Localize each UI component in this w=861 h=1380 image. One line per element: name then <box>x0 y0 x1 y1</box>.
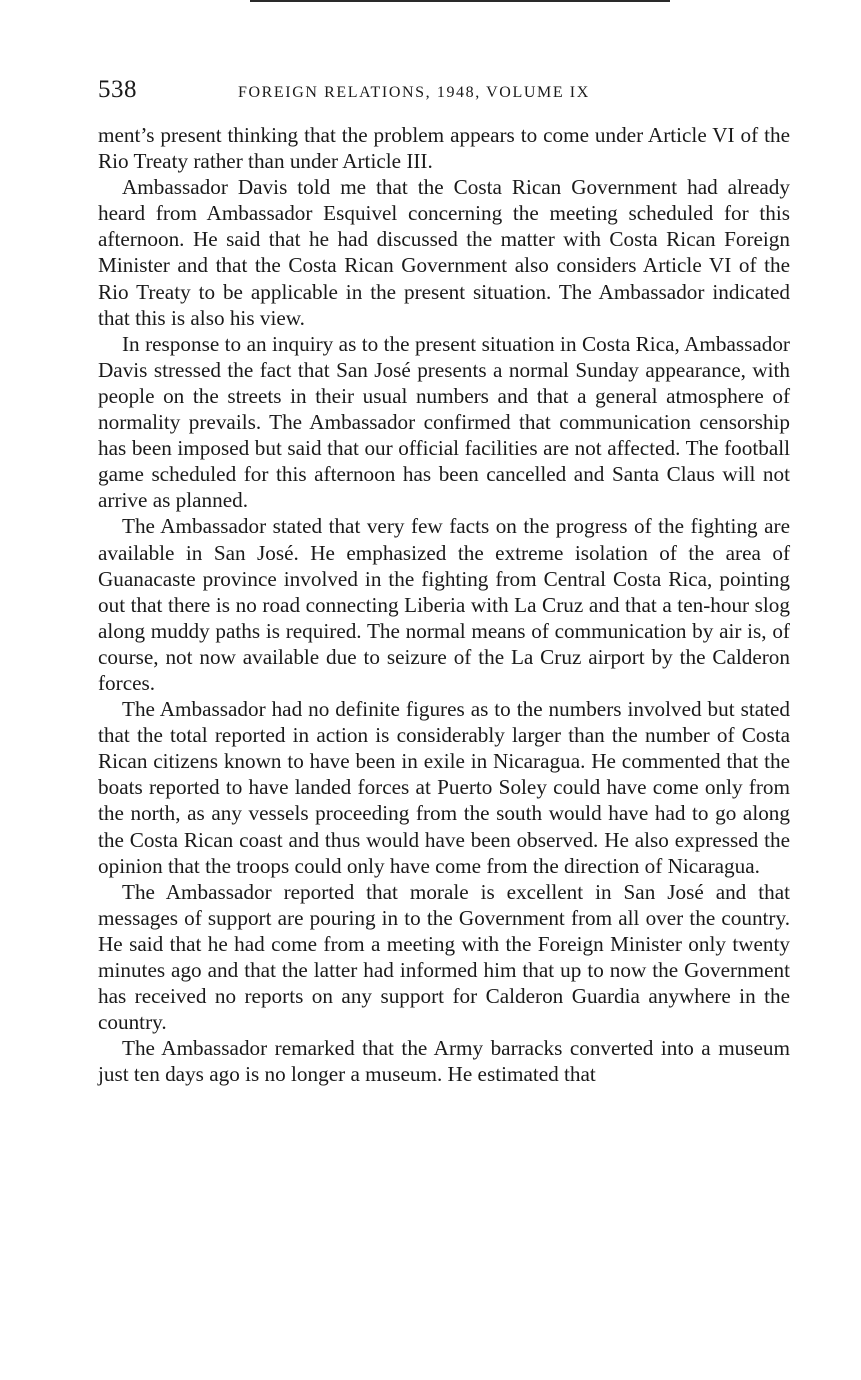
top-rule <box>250 0 670 2</box>
paragraph-fighting-isolation: The Ambassador stated that very few facts on the progress of the fighting are available in San José. He emphasized the extreme isolation of the area of Guanacaste province involved in the fighting from Central Costa Rica, pointing out that there is no road connecting Liberia with La Cruz and that a ten-hour slog along muddy paths is required. The normal means of communication by air is, of course, not now available due to seizure of the La Cruz airport by the Calderon forces. <box>98 514 790 695</box>
paragraph-situation-san-jose: In response to an inquiry as to the present situation in Costa Rica, Ambassador Davis stressed the fact that San José presents a normal Sunday appearance, with people on the streets in their usual numbers and that a general atmosphere of normality prevails. The Ambassador confirmed that communication censorship has been imposed but said that our official facilities are not affected. The football game scheduled for this afternoon has been cancelled and Santa Claus will not arrive as planned. <box>98 331 790 513</box>
running-head-title: FOREIGN RELATIONS, 1948, VOLUME IX <box>238 84 590 101</box>
paragraph-esquivel-meeting: Ambassador Davis told me that the Costa Rican Government had already heard from Ambassador Esquivel concerning the meeting scheduled for this afternoon. He said that he had discussed the matter with Costa Rican Foreign Minister and that the Costa Rican Government also considers Article VI of the Rio Treaty to be applicable in the present situation. The Ambassador indicated that this is also his view. <box>98 175 790 330</box>
document-page <box>98 76 790 1087</box>
page-number: 538 <box>98 76 137 103</box>
paragraph-barracks: The Ambassador remarked that the Army barracks converted into a museum just ten days ago is no longer a museum. He estimated that <box>98 1036 790 1087</box>
paragraph-continued: ment’s present thinking that the problem appears to come under Article VI of the Rio Treaty rather than under Article III. <box>98 123 790 174</box>
paragraph-morale: The Ambassador reported that morale is excellent in San José and that messages of support are pouring in to the Government from all over the country. He said that he had come from a meeting with the Foreign Minister only twenty minutes ago and that the latter had informed him that up to now the Government has received no reports on any support for Calderon Guardia anywhere in the country. <box>98 879 790 1035</box>
paragraph-numbers-involved: The Ambassador had no definite figures as to the numbers involved but stated that the total reported in action is considerably larger than the number of Costa Rican citizens known to have been in exile in Nicaragua. He commented that the boats reported to have landed forces at Puerto Soley could have come only from the north, as any vessels proceeding from the south would have had to go along the Costa Rican coast and thus would have been observed. He also expressed the opinion that the troops could only have come from the direction of Nicaragua. <box>98 697 790 878</box>
running-head <box>98 76 790 110</box>
body-text <box>98 122 790 1087</box>
